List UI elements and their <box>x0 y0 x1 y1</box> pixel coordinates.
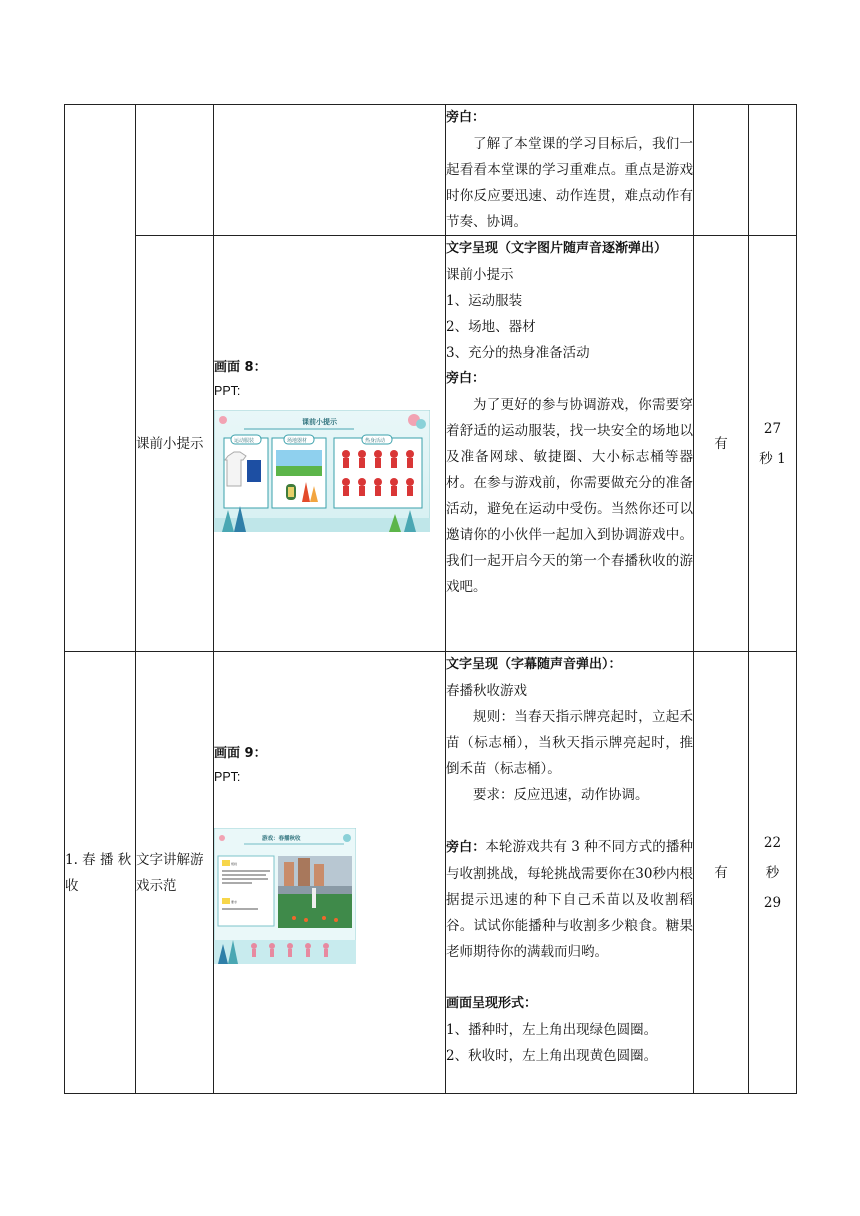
tip-item: 2、场地、器材 <box>446 319 536 335</box>
narration-text: 了解了本堂课的学习目标后，我们一起看看本堂课的学习重难点。重点是游戏时你反应要迅速、动作连贯，难点动作有节奏、协调。 <box>446 136 693 230</box>
audio-flag: 有 <box>714 864 728 881</box>
audio-cell <box>694 652 749 1094</box>
spacer <box>446 808 693 834</box>
duration-value: 27 <box>763 420 782 437</box>
segment-cell <box>65 105 136 652</box>
game-rule: 规则：当春天指示牌亮起时，立起禾苗（标志桶），当秋天指示牌亮起时，推倒禾苗（标志桶）。 <box>446 709 693 777</box>
content-cell <box>446 105 694 236</box>
screen-title: 画面 8： <box>214 359 267 375</box>
content-cell <box>446 236 694 652</box>
text-heading: 文字呈现（字幕随声音弹出）： <box>446 657 622 672</box>
screen-type: PPT: <box>214 383 241 398</box>
screen-title: 画面 9： <box>214 745 267 761</box>
section-name: 文字讲解游戏示范 <box>136 851 204 894</box>
slide-thumbnail-tips <box>214 410 430 532</box>
section-cell <box>136 236 214 652</box>
slide-title: 游戏：春播秋收 <box>262 835 301 842</box>
tip-item: 1、运动服装 <box>446 293 523 309</box>
segment-name: 1. 春 播 秋收 <box>65 851 132 894</box>
game-name: 春播秋收游戏 <box>446 683 527 699</box>
slide-box-tag-rule: 规则 <box>231 861 238 866</box>
form-item: 2、秋收时，左上角出现黄色圆圈。 <box>446 1048 658 1064</box>
segment-cell <box>65 652 136 1094</box>
text-heading: 文字呈现（文字图片随声音逐渐弹出） <box>446 241 668 256</box>
slide-tag-warmup: 热身活动 <box>365 437 386 444</box>
audio-cell <box>694 105 749 236</box>
screen-cell <box>214 105 446 236</box>
game-requirement: 要求：反应迅速，动作协调。 <box>473 787 649 803</box>
slide-title: 课前小提示 <box>302 417 337 426</box>
narration-label: 旁白： <box>446 371 486 386</box>
section-name: 课前小提示 <box>136 435 204 452</box>
narration-label: 旁白： <box>446 110 486 125</box>
table-row <box>65 105 797 236</box>
content-cell <box>446 652 694 1094</box>
slide-box-tag-req: 要求 <box>231 899 238 904</box>
screen-cell <box>214 236 446 652</box>
duration-cell <box>749 236 797 652</box>
duration-cell <box>749 105 797 236</box>
duration-value: 22 <box>763 834 782 851</box>
tip-title: 课前小提示 <box>446 267 514 283</box>
duration-unit: 秒 1 <box>759 450 786 467</box>
script-table <box>64 104 797 1094</box>
screen-cell <box>214 652 446 1094</box>
narration-label: 旁白： <box>446 840 486 855</box>
slide-tag-venue: 场地器材 <box>287 437 308 444</box>
duration-unit: 秒 <box>765 864 780 881</box>
form-item: 1、播种时，左上角出现绿色圆圈。 <box>446 1022 658 1038</box>
spacer <box>446 965 693 991</box>
form-label: 画面呈现形式： <box>446 996 538 1011</box>
screen-type: PPT: <box>214 769 241 784</box>
duration-cell <box>749 652 797 1094</box>
section-cell <box>136 105 214 236</box>
narration-text: 本轮游戏共有 3 种不同方式的播种与收割挑战，每轮挑战需要你在30秒内根据提示迅速的种下自己禾苗以及收割稻谷。试试你能播种与收割多少粮食。糖果老师期待你的满载而归哟。 <box>446 839 693 960</box>
section-cell <box>136 652 214 1094</box>
narration-text: 为了更好的参与协调游戏，你需要穿着舒适的运动服装，找一块安全的场地以及准备网球、敏捷圈、大小标志桶等器材。在参与游戏前，你需要做充分的准备活动，避免在运动中受伤。当然你还可以邀请你的小伙伴一起加入到协调游戏中。我们一起开启今天的第一个春播秋收的游戏吧。 <box>446 397 693 595</box>
table-row <box>65 236 797 652</box>
slide-thumbnail-game <box>214 828 356 964</box>
audio-flag: 有 <box>714 435 728 452</box>
table-row <box>65 652 797 1094</box>
slide-tag-clothes: 运动服装 <box>234 437 255 444</box>
tip-item: 3、充分的热身准备活动 <box>446 345 590 361</box>
duration-value: 29 <box>763 894 782 911</box>
audio-cell <box>694 236 749 652</box>
